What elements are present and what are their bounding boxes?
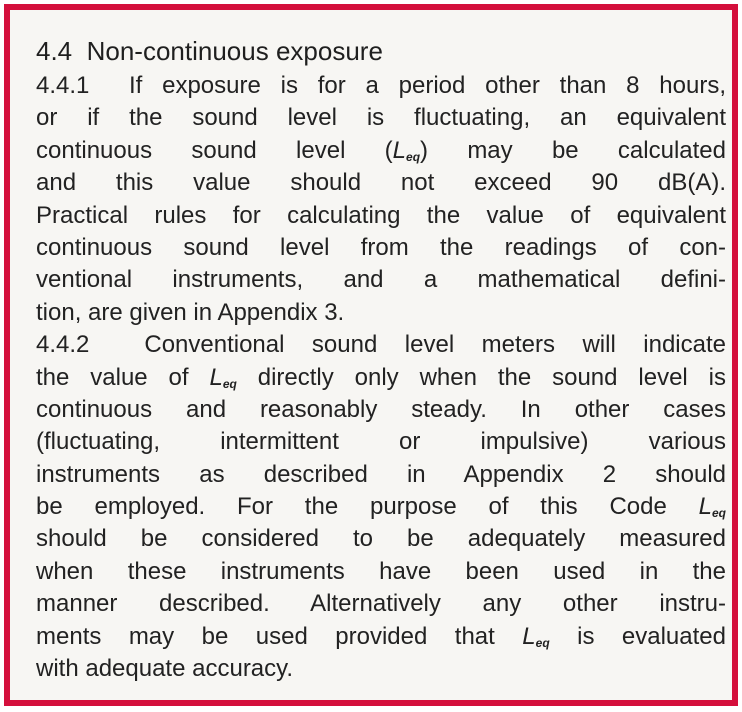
para2-line-3: continuous and reasonably steady. In other cases [36, 395, 726, 423]
para1-number: 4.4.1 [36, 72, 90, 99]
para2-line-6: be employed. For the purpose of this Code $L_{eq}$ [36, 493, 726, 521]
para1-line-1: 4.4.1 If exposure is for a period other than 8 hours, [36, 70, 726, 102]
para1-line-8: tion, are given in Appendix 3. [36, 298, 345, 326]
para1-line-2: or if the sound level is fluctuating, an equivalent [36, 104, 726, 132]
para2-line-4: (fluctuating, intermittent or impulsive) various [36, 428, 726, 456]
para2-number: 4.4.2 [36, 331, 90, 359]
document-text [36, 32, 726, 685]
para2-line-9: manner described. Alternatively any other instru- [36, 590, 726, 618]
para1-line-3: continuous sound level $(L_{eq})$ may be calculated [36, 136, 726, 164]
paragraph-4-4-2 [36, 329, 726, 685]
paragraph-4-4-1 [36, 70, 726, 329]
para1-line-7: ventional instruments, and a mathematical defini- [36, 266, 726, 294]
para1-line-5: Practical rules for calculating the value of equivalent [36, 201, 726, 229]
section-heading [36, 32, 726, 70]
section-title: Non-continuous exposure [86, 36, 383, 66]
leq-symbol: $L_{eq}$ [698, 493, 726, 521]
para2-line-2: the value of $L_{eq}$ directly only when the sound level is [36, 363, 726, 391]
para2-line-1: 4.4.2 Conventional sound level meters will indicate [36, 329, 726, 361]
para2-line-11: with adequate accuracy. [36, 655, 294, 683]
para2-line-5: instruments as described in Appendix 2 should [36, 460, 726, 488]
document-frame [4, 4, 738, 706]
leq-symbol: $L_{eq}$ [209, 363, 237, 391]
section-number: 4.4 [36, 36, 73, 66]
leq-symbol: $L_{eq}$ [522, 622, 550, 650]
para2-line-10: ments may be used provided that $L_{eq}$ is evaluated [36, 622, 726, 650]
para1-line-4: and this value should not exceed 90 dB(A). [36, 169, 726, 197]
leq-symbol: $L_{eq}$ [392, 136, 421, 164]
para1-line-6: continuous sound level from the readings of con- [36, 233, 726, 261]
para2-line-8: when these instruments have been used in the [36, 557, 726, 585]
para2-line-7: should be considered to be adequately measured [36, 525, 726, 553]
